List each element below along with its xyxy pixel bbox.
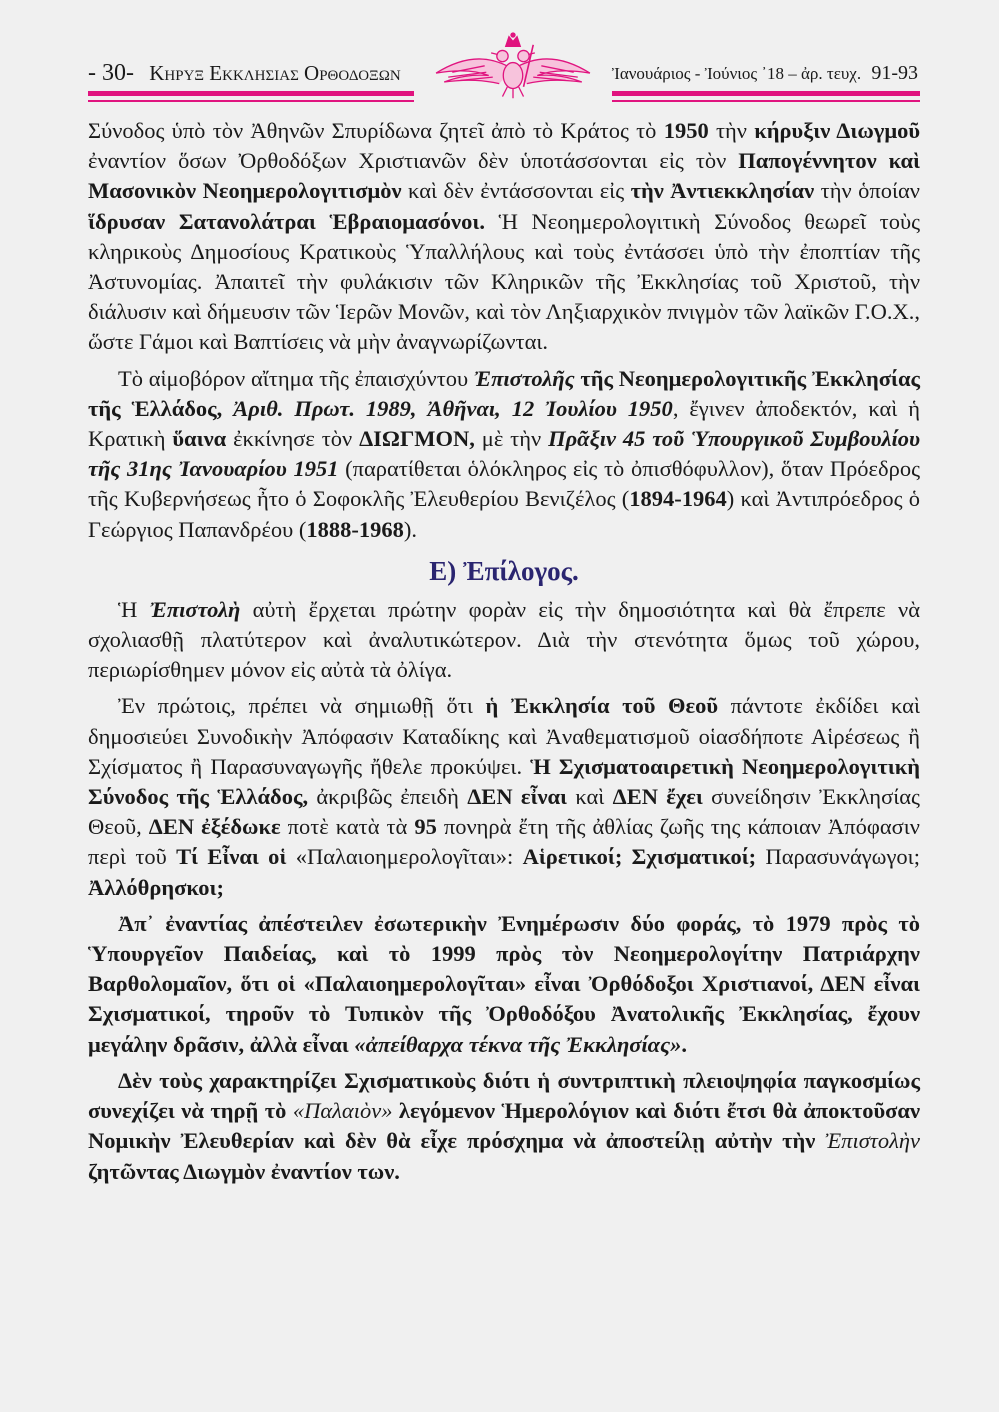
paragraph xyxy=(88,116,920,358)
text-run: ἐκκίνησε τὸν xyxy=(226,426,360,452)
bold-text-run: Αἱρετικοί; Σχισματικοί; xyxy=(522,844,757,870)
text-run: ἐναντίον ὅσων Ὀρθοδόξων Χριστιανῶν δὲν ὑποτάσσονται εἰς τὸν xyxy=(88,148,739,174)
bold-text-run: ΔΕΝ ἐξέδωκε xyxy=(148,814,281,840)
bold-text-run: κήρυξιν Διωγμοῦ xyxy=(754,118,921,143)
text-run: πάντοτε ἐκδίδει καὶ δημοσιεύει Συνοδικὴν Ἀπόφασιν Καταδίκης καὶ Ἀναθεματισμοῦ οἱασδήποτε Αἱρέσεως ἢ Σχίσματος ἢ Παρασυναγωγῆς ἤθελε προκύψει. xyxy=(88,693,921,779)
text-run: καὶ xyxy=(567,784,613,810)
bold-italic-text-run: Ἐπιστολὴ xyxy=(149,596,241,622)
bold-italic-text-run: Ἐπιστολῆς xyxy=(473,365,575,391)
header-rule-thin-left xyxy=(88,100,414,102)
bold-text-run: τὴν Ἀντιεκκλησίαν xyxy=(630,178,815,204)
paragraph xyxy=(88,909,920,1060)
bold-text-run: . xyxy=(681,1031,688,1057)
bold-text-run: ἵδρυσαν Σατανολάτραι Ἑβραιομασόνοι. xyxy=(88,208,485,234)
text-run: τὴν xyxy=(708,118,755,143)
paragraph xyxy=(88,595,920,686)
text-run xyxy=(222,396,233,421)
bold-italic-text-run: Ἀριθ. Πρωτ. 1989, Ἀθῆναι, 12 Ἰουλίου 1950 xyxy=(233,395,673,421)
bold-text-run xyxy=(233,396,673,421)
text-run: συνείδησιν Ἐκκλησίας Θεοῦ, xyxy=(88,784,920,840)
bold-text-run: τῆς Νεοημερολογιτικῆς Ἐκκλησίας τῆς Ἑλλάδος, xyxy=(88,365,920,421)
bold-italic-text-run: Πρᾶξιν 45 τοῦ Ὑπουργικοῦ Συμβουλίου τῆς 31ης Ἰανουαρίου 1951 xyxy=(88,426,920,482)
paragraphs-before-section xyxy=(88,116,920,545)
header-rule-thick-left xyxy=(88,91,414,96)
bold-text-run: ζητῶντας Διωγμὸν ἐναντίον των. xyxy=(88,1158,400,1184)
text-run: , ἔγινεν ἀποδεκτόν, καὶ ἡ Κρατικὴ xyxy=(88,395,920,452)
paragraph xyxy=(88,691,920,902)
bold-text-run: λεγόμενον Ἡμερολόγιον καὶ διότι ἔτσι θὰ ἀποκτοῦσαν Νομικὴν Ἐλευθερίαν καὶ δὲν θὰ εἶχε πρόσχημα νὰ ἀποστείλῃ αὐτὴν τὴν xyxy=(88,1098,920,1154)
text-run: «Παλαιοημερολογῖται»: xyxy=(286,844,523,870)
double-headed-eagle-icon xyxy=(428,22,598,108)
italic-text-run: «Παλαιὸν» xyxy=(292,1098,393,1124)
bold-text-run: 1950 xyxy=(663,118,709,143)
bold-text-run xyxy=(354,1032,681,1057)
bold-text-run: Δὲν τοὺς χαρακτηρίζει Σχισματικοὺς διότι ἡ συντριπτικὴ πλειοψηφία παγκοσμίως συνεχίζει νὰ τηρῇ τὸ xyxy=(88,1067,920,1124)
italic-text-run: Ἐπιστολὴν xyxy=(825,1128,920,1154)
text-run: Σύνοδος ὑπὸ τὸν Ἀθηνῶν Σπυρίδωνα ζητεῖ ἀπὸ τὸ Κράτος τὸ xyxy=(88,118,664,143)
bold-text-run: Ἀπ᾽ ἐναντίας ἀπέστειλεν ἐσωτερικὴν Ἐνημέρωσιν δύο φοράς, τὸ 1979 πρὸς τὸ Ὑπουργεῖον Παιδείας, καὶ τὸ 1999 πρὸς τὸν Νεοημερολογίτην Πατριάρχην Βαρθολομαῖον, ὅτι οἱ «Παλαιοημερολογῖται» εἶναι Ὀρθόδοξοι Χριστιανοί, ΔΕΝ εἶναι Σχισματικοί, τηροῦν τὸ Τυπικὸν τῆς Ὀρθοδόξου Ἀνατολικῆς Ἐκκλησίας, ἔχουν μεγάλην δρᾶσιν, ἀλλὰ εἶναι xyxy=(88,910,920,1057)
issue-info: Ἰανουάριος - Ἰούνιος ᾽18 – ἀρ. τευχ. xyxy=(611,64,862,83)
bold-text-run: Ἀλλόθρησκοι; xyxy=(88,874,224,900)
page-number: - 30- xyxy=(88,60,134,86)
bold-text-run xyxy=(150,597,241,622)
text-run: Ἡ Νεοημερολογιτικὴ Σύνοδος θεωρεῖ τοὺς κληρικοὺς Δημοσίους Κρατικοὺς Ὑπαλλήλους καὶ τοὺς ἐντάσσει ὑπὸ τὴν ἐποπτίαν τῆς Ἀστυνομίας. Ἀπαιτεῖ τὴν φυλάκισιν τῶν Κληρικῶν τῆς Ἐκκλησίας τοῦ Χριστοῦ, τὴν διάλυσιν καὶ δήμευσιν τῶν Ἱερῶν Μονῶν, καὶ τὸν Ληξιαρχικὸν πνιγμὸν τῶν λαϊκῶν Γ.Ο.Χ., ὥστε Γάμοι καὶ Βαπτίσεις νὰ μὴν ἀναγνωρίζωνται. xyxy=(88,208,920,355)
bold-italic-text-run: «ἀπείθαρχα τέκνα τῆς Ἐκκλησίας» xyxy=(354,1031,682,1057)
text-run: καὶ δὲν ἐντάσσονται εἰς xyxy=(401,178,631,204)
text-run: Τὸ αἱμοβόρον αἴτημα τῆς ἐπαισχύντου xyxy=(118,365,474,391)
text-run: ποτὲ κατὰ τὰ xyxy=(280,814,415,840)
section-title: Ε) Ἐπίλογος. xyxy=(429,555,579,586)
bold-text-run: 1888-1968 xyxy=(306,516,404,542)
page-header xyxy=(88,44,920,104)
bold-text-run: Ἡ Σχισματοαιρετικὴ Νεοημερολογιτικὴ Σύνοδος τῆς Ἑλλάδος, xyxy=(88,753,921,810)
bold-text-run xyxy=(474,366,575,391)
magazine-title: Κηρυξ Εκκλησιας Ορθοδοξων xyxy=(149,61,401,85)
text-run: Ἐν πρώτοις, πρέπει νὰ σημιωθῇ ὅτι xyxy=(118,693,486,719)
header-right xyxy=(612,62,918,85)
header-left xyxy=(88,60,401,87)
text-run: ). xyxy=(403,516,418,542)
paragraphs-after-section xyxy=(88,595,920,1187)
issue-numbers: 91-93 xyxy=(871,62,918,84)
text-run: ἀκριβῶς ἐπειδὴ xyxy=(308,784,468,810)
paragraph xyxy=(88,1066,920,1187)
bold-text-run: 1894-1964 xyxy=(629,486,727,512)
article-body xyxy=(88,116,920,1187)
bold-text-run: Παπογέννητον καὶ Μασονικὸν Νεοημερολογιτισμὸν xyxy=(88,148,920,204)
bold-text-run: Τί Εἶναι οἱ xyxy=(176,844,287,870)
text-run: πονηρὰ ἔτη τῆς ἀθλίας ζωῆς της κάποιαν Ἀπόφασιν περὶ τοῦ xyxy=(88,814,920,870)
bold-text-run: ΔΕΝ εἶναι xyxy=(467,784,568,810)
text-run: μὲ τὴν xyxy=(474,426,549,452)
text-run: Παρασυνάγωγοι; xyxy=(756,844,920,870)
text-run: αὐτὴ ἔρχεται πρώτην φορὰν εἰς τὴν δημοσιότητα καὶ θὰ ἔπρεπε νὰ σχολιασθῇ πλατύτερον καὶ ἀναλυτικώτερον. Διὰ τὴν στενότητα ὅμως τοῦ χώρου, περιωρίσθημεν μόνον εἰς αὐτὰ τὰ ὀλίγα. xyxy=(88,596,920,683)
bold-text-run: ΔΙΩΓΜΟΝ, xyxy=(359,426,475,452)
header-rule-thick-right xyxy=(612,91,920,96)
text-run: (παρατίθεται ὁλόκληρος εἰς τὸ ὀπισθόφυλλον), ὅταν Πρόεδρος τῆς Κυβερνήσεως ἦτο ὁ Σοφοκλῆς Ἐλευθερίου Βενιζέλος ( xyxy=(88,456,920,512)
text-run: ) καὶ Ἀντιπρόεδρος ὁ Γεώργιος Παπανδρέου ( xyxy=(88,486,920,542)
bold-text-run: 95 xyxy=(414,814,437,840)
text-run: Ἡ xyxy=(118,596,150,622)
bold-text-run: ὕαινα xyxy=(172,426,227,452)
text-run: τὴν ὁποίαν xyxy=(814,178,920,204)
paragraph xyxy=(88,364,920,545)
header-rule-thin-right xyxy=(612,100,920,102)
bold-text-run: ἡ Ἐκκλησία τοῦ Θεοῦ xyxy=(485,693,719,719)
bold-text-run: ΔΕΝ ἔχει xyxy=(612,784,703,810)
